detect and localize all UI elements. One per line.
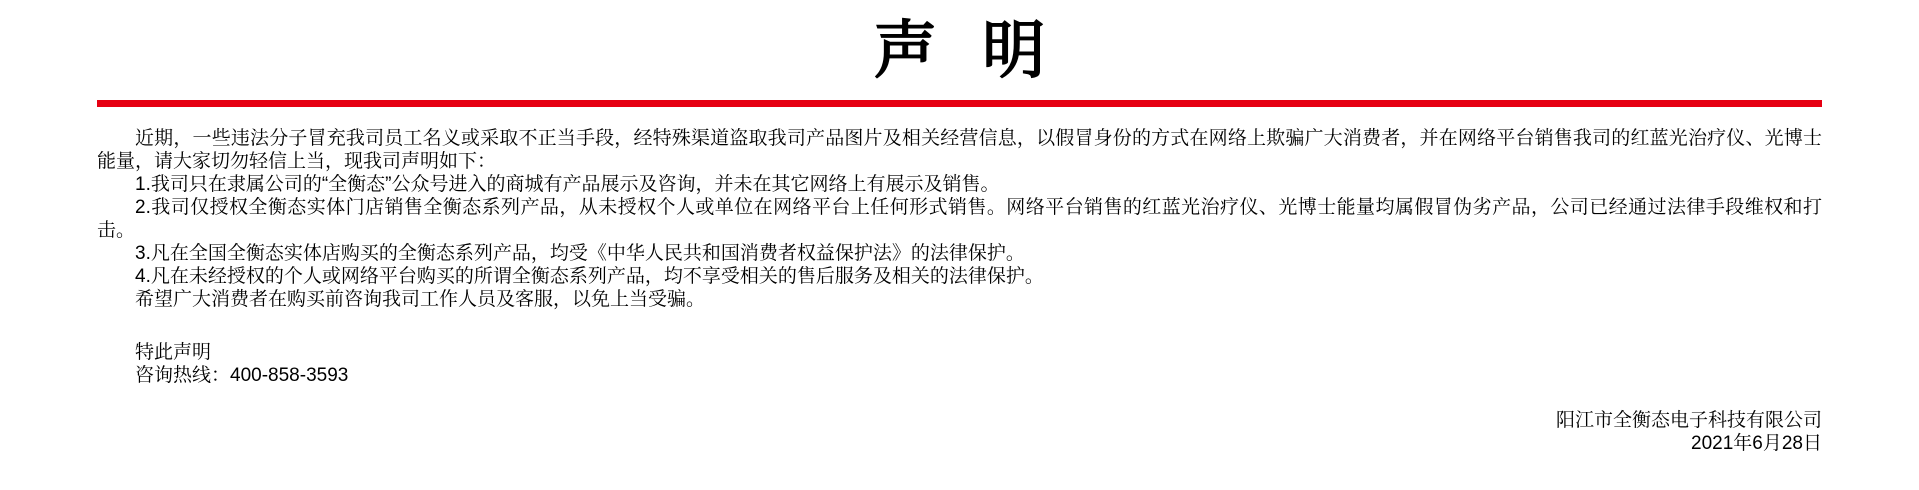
title-divider-rule xyxy=(97,100,1822,107)
hotline-number: 400-858-3593 xyxy=(230,365,349,386)
declaration-line: 特此声明 xyxy=(135,342,212,363)
statement-document xyxy=(0,10,1919,490)
statement-item-4: 4.凡在未经授权的个人或网络平台购买的所谓全衡态系列产品，均不享受相关的售后服务及相关的法律保护。 xyxy=(135,266,1044,287)
closing-paragraph: 希望广大消费者在购买前咨询我司工作人员及客服，以免上当受骗。 xyxy=(135,289,706,310)
company-name: 阳江市全衡态电子科技有限公司 xyxy=(1555,410,1822,431)
intro-paragraph: 近期，一些违法分子冒充我司员工名义或采取不正当手段，经特殊渠道盗取我司产品图片及相关经营信息，以假冒身份的方式在网络上欺骗广大消费者，并在网络平台销售我司的红蓝光治疗仪、光博士能量，请大家切勿轻信上当，现我司声明如下： xyxy=(97,128,1822,172)
sign-off-block xyxy=(97,341,1822,387)
hotline-line xyxy=(97,364,1822,387)
statement-date: 2021年6月28日 xyxy=(1691,433,1822,454)
signature-block xyxy=(97,409,1822,455)
statement-body xyxy=(97,127,1822,311)
statement-item-2: 2.我司仅授权全衡态实体门店销售全衡态系列产品，从未授权个人或单位在网络平台上任何形式销售。网络平台销售的红蓝光治疗仪、光博士能量均属假冒伪劣产品，公司已经通过法律手段维权和打击。 xyxy=(97,197,1822,241)
hotline-label: 咨询热线： xyxy=(135,365,231,386)
statement-item-1: 1.我司只在隶属公司的“全衡态”公众号进入的商城有产品展示及咨询，并未在其它网络上有展示及销售。 xyxy=(135,174,1000,195)
statement-item-3: 3.凡在全国全衡态实体店购买的全衡态系列产品，均受《中华人民共和国消费者权益保护法》的法律保护。 xyxy=(135,243,1025,264)
document-title: 声 明 xyxy=(873,16,1060,86)
